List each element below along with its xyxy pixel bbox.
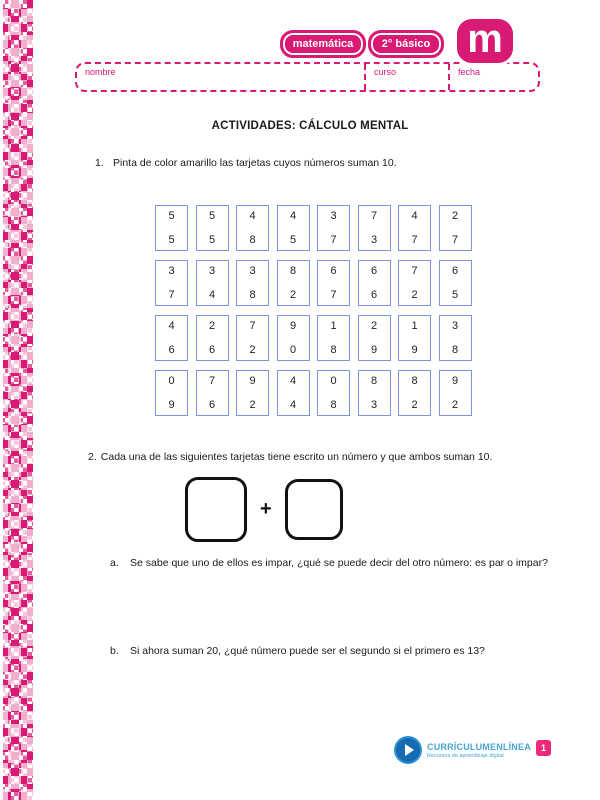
card-number: 7 bbox=[370, 210, 378, 222]
card-number: 8 bbox=[289, 265, 297, 277]
card-number: 2 bbox=[289, 289, 297, 301]
number-card bbox=[236, 260, 269, 306]
card-number: 4 bbox=[289, 375, 297, 387]
number-card bbox=[358, 370, 391, 416]
plus-sign: + bbox=[260, 498, 272, 520]
number-card bbox=[196, 205, 229, 251]
exercise2-statement bbox=[88, 451, 492, 463]
card-number: 2 bbox=[208, 320, 216, 332]
blank-card-right bbox=[285, 479, 343, 540]
play-circle-icon bbox=[394, 736, 422, 764]
subject-badge-label: matemática bbox=[292, 38, 354, 50]
number-card bbox=[155, 370, 188, 416]
card-number: 6 bbox=[451, 265, 459, 277]
card-number: 8 bbox=[451, 344, 459, 356]
course-field bbox=[364, 64, 448, 90]
card-number: 2 bbox=[451, 399, 459, 411]
card-number: 6 bbox=[208, 344, 216, 356]
play-triangle-icon bbox=[405, 744, 414, 756]
logo-tagline: Recursos de aprendizaje digital bbox=[427, 752, 504, 759]
number-card bbox=[317, 260, 350, 306]
number-card bbox=[277, 205, 310, 251]
card-number: 6 bbox=[370, 265, 378, 277]
card-number: 2 bbox=[370, 320, 378, 332]
card-number: 7 bbox=[411, 265, 418, 277]
number-card bbox=[439, 260, 472, 306]
number-card bbox=[236, 205, 269, 251]
card-number: 3 bbox=[168, 265, 175, 277]
number-card bbox=[358, 260, 391, 306]
sum-cards-figure bbox=[185, 477, 343, 542]
card-number: 9 bbox=[168, 399, 175, 411]
card-number: 4 bbox=[168, 320, 175, 332]
number-card bbox=[317, 315, 350, 361]
card-number: 3 bbox=[330, 210, 337, 222]
card-number: 3 bbox=[249, 265, 256, 277]
number-card bbox=[155, 205, 188, 251]
number-card bbox=[317, 205, 350, 251]
blank-card-left bbox=[185, 477, 247, 542]
number-card bbox=[196, 315, 229, 361]
number-card bbox=[439, 370, 472, 416]
number-card bbox=[398, 315, 431, 361]
card-number: 7 bbox=[330, 234, 337, 246]
exercise1-number: 1. bbox=[95, 157, 104, 169]
subject-badge bbox=[280, 30, 366, 58]
card-number: 5 bbox=[289, 234, 297, 246]
number-card bbox=[236, 315, 269, 361]
card-number: 7 bbox=[451, 234, 459, 246]
card-number: 6 bbox=[208, 399, 216, 411]
card-number: 2 bbox=[411, 289, 418, 301]
card-number: 4 bbox=[208, 289, 216, 301]
number-card bbox=[196, 370, 229, 416]
card-number: 2 bbox=[249, 399, 256, 411]
card-number: 0 bbox=[330, 375, 337, 387]
card-number: 4 bbox=[289, 399, 297, 411]
number-card bbox=[277, 315, 310, 361]
card-number: 5 bbox=[208, 210, 216, 222]
card-number: 3 bbox=[370, 399, 378, 411]
card-number: 8 bbox=[370, 375, 378, 387]
card-number: 7 bbox=[330, 289, 337, 301]
card-number: 8 bbox=[330, 399, 337, 411]
number-card bbox=[398, 205, 431, 251]
decorative-side-pattern bbox=[3, 0, 33, 800]
card-number: 4 bbox=[249, 210, 256, 222]
card-number: 0 bbox=[289, 344, 297, 356]
card-number: 6 bbox=[330, 265, 337, 277]
page-number: 1 bbox=[540, 743, 546, 753]
card-number: 9 bbox=[289, 320, 297, 332]
card-number: 2 bbox=[249, 344, 256, 356]
card-number: 6 bbox=[370, 289, 378, 301]
question-a-label: a. bbox=[110, 557, 119, 569]
card-number: 1 bbox=[411, 320, 418, 332]
card-number: 7 bbox=[411, 234, 418, 246]
number-card bbox=[398, 260, 431, 306]
grade-badge-label: 2° básico bbox=[381, 38, 431, 50]
card-number: 3 bbox=[370, 234, 378, 246]
card-number: 2 bbox=[411, 399, 418, 411]
question-b-text: Si ahora suman 20, ¿qué número puede ser el segundo si el primero es 13? bbox=[130, 645, 485, 657]
card-number: 4 bbox=[411, 210, 418, 222]
card-number: 8 bbox=[249, 234, 256, 246]
question-a-text: Se sabe que uno de ellos es impar, ¿qué se puede decir del otro número: es par o impar? bbox=[130, 557, 548, 569]
card-number: 8 bbox=[249, 289, 256, 301]
number-card bbox=[236, 370, 269, 416]
card-number: 9 bbox=[411, 344, 418, 356]
number-card bbox=[439, 315, 472, 361]
question-a bbox=[110, 557, 550, 569]
date-field-label: fecha bbox=[458, 67, 481, 77]
student-info-strip bbox=[75, 62, 540, 92]
card-number: 5 bbox=[168, 210, 175, 222]
name-field-label: nombre bbox=[85, 67, 116, 77]
number-card bbox=[196, 260, 229, 306]
exercise2-number: 2. bbox=[88, 451, 97, 463]
logo-name: CURRÍCULUMENLÍNEA bbox=[427, 741, 531, 752]
card-number: 8 bbox=[330, 344, 337, 356]
course-field-label: curso bbox=[374, 67, 397, 77]
card-number: 3 bbox=[451, 320, 459, 332]
question-b-label: b. bbox=[110, 645, 119, 657]
card-number: 7 bbox=[249, 320, 256, 332]
logo-text-block bbox=[427, 742, 531, 759]
cards-grid bbox=[155, 205, 472, 416]
card-number: 5 bbox=[451, 289, 459, 301]
number-card bbox=[398, 370, 431, 416]
card-number: 0 bbox=[168, 375, 175, 387]
card-number: 5 bbox=[168, 234, 175, 246]
card-number: 4 bbox=[289, 210, 297, 222]
exercise1-statement bbox=[95, 157, 397, 169]
card-number: 7 bbox=[208, 375, 216, 387]
number-card bbox=[155, 315, 188, 361]
number-card bbox=[358, 315, 391, 361]
number-card bbox=[277, 370, 310, 416]
grade-badge bbox=[368, 30, 444, 58]
number-card bbox=[439, 205, 472, 251]
exercise2-text: Cada una de las siguientes tarjetas tiene escrito un número y que ambos suman 10. bbox=[100, 451, 493, 463]
number-card bbox=[358, 205, 391, 251]
card-number: 5 bbox=[208, 234, 216, 246]
number-card bbox=[155, 260, 188, 306]
m-logo-letter: m bbox=[467, 17, 503, 61]
number-card bbox=[317, 370, 350, 416]
name-field bbox=[77, 64, 364, 90]
m-logo bbox=[454, 16, 516, 66]
card-number: 9 bbox=[370, 344, 378, 356]
question-b bbox=[110, 645, 485, 657]
number-card bbox=[277, 260, 310, 306]
exercise1-text: Pinta de color amarillo las tarjetas cuyos números suman 10. bbox=[113, 157, 397, 169]
date-field bbox=[448, 64, 538, 90]
page-number-badge bbox=[536, 740, 551, 756]
card-number: 3 bbox=[208, 265, 216, 277]
card-number: 9 bbox=[249, 375, 256, 387]
card-number: 6 bbox=[168, 344, 175, 356]
card-number: 8 bbox=[411, 375, 418, 387]
card-number: 1 bbox=[330, 320, 337, 332]
curriculum-en-linea-logo bbox=[394, 736, 531, 764]
card-number: 2 bbox=[451, 210, 459, 222]
card-number: 9 bbox=[451, 375, 459, 387]
card-number: 7 bbox=[168, 289, 175, 301]
page-title: ACTIVIDADES: CÁLCULO MENTAL bbox=[211, 120, 409, 132]
